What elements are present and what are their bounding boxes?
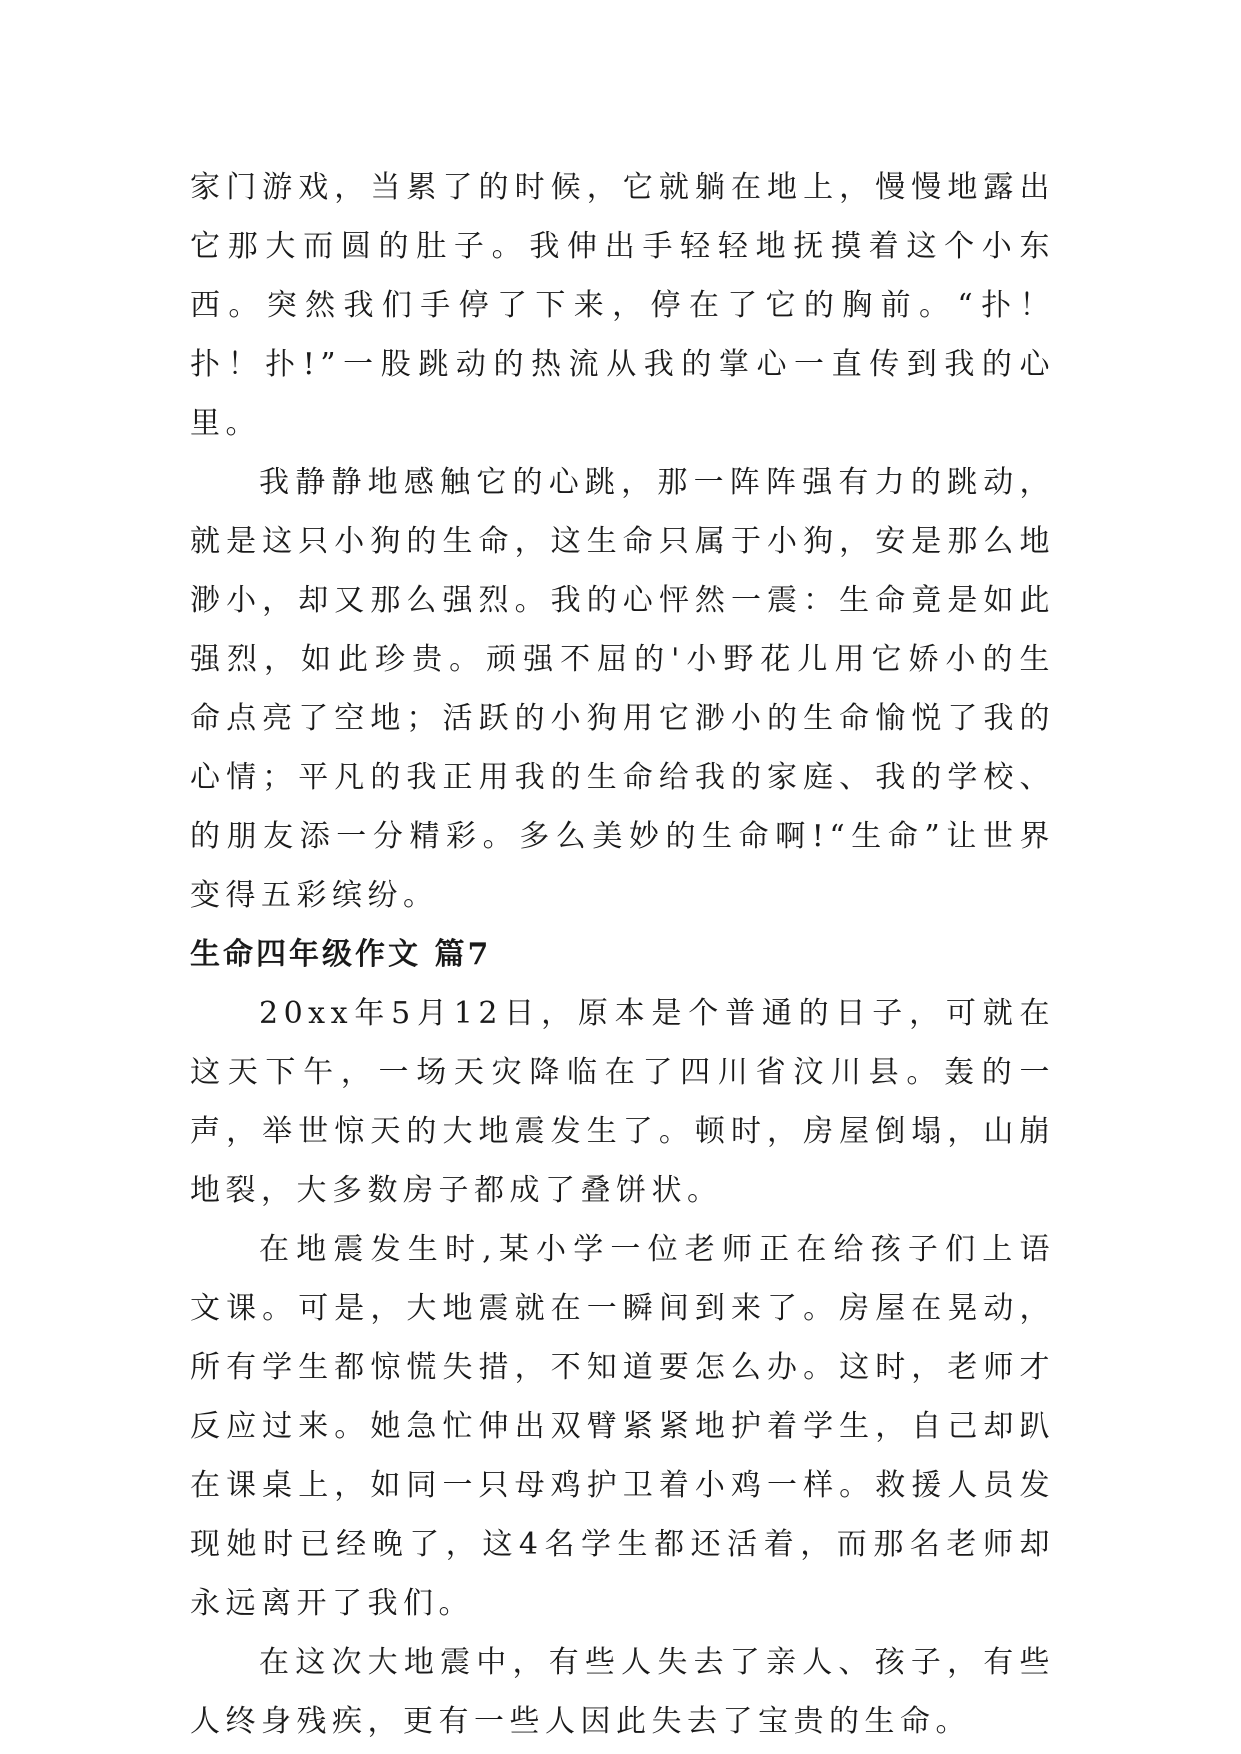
- paragraph-3: 20xx年5月12日，原本是个普通的日子，可就在这天下午，一场天灾降临在了四川省汶川县。轰的一声，举世惊天的大地震发生了。顿时，房屋倒塌，山崩地裂，大多数房子都成了叠饼状。: [190, 996, 1055, 1208]
- paragraph-2: 我静静地感触它的心跳，那一阵阵强有力的跳动，就是这只小狗的生命，这生命只属于小狗，安是那么地渺小，却又那么强烈。我的心怦然一震：生命竟是如此强烈，如此珍贵。顽强不屈的'小野花儿用它娇小的生命点亮了空地；活跃的小狗用它渺小的生命愉悦了我的心情；平凡的我正用我的生命给我的家庭、我的学校、的朋友添一分精彩。多么美妙的生命啊!“生命”让世界变得五彩缤纷。: [190, 465, 1055, 913]
- paragraph-1: 家门游戏，当累了的时候，它就躺在地上，慢慢地露出它那大而圆的肚子。我伸出手轻轻地抚摸着这个小东西。突然我们手停了下来，停在了它的胸前。“扑！扑！扑!”一股跳动的热流从我的掌心一直传到我的心里。: [190, 170, 1055, 441]
- section-heading: 生命四年级作文 篇7: [190, 937, 492, 972]
- document-body: [190, 158, 1055, 1751]
- paragraph-4: 在地震发生时,某小学一位老师正在给孩子们上语文课。可是，大地震就在一瞬间到来了。房屋在晃动，所有学生都惊慌失措，不知道要怎么办。这时，老师才反应过来。她急忙伸出双臂紧紧地护着学生，自己却趴在课桌上，如同一只母鸡护卫着小鸡一样。救援人员发现她时已经晚了，这4名学生都还活着，而那名老师却永远离开了我们。: [190, 1232, 1055, 1621]
- paragraph-5: 在这次大地震中，有些人失去了亲人、孩子，有些人终身残疾，更有一些人因此失去了宝贵的生命。: [190, 1645, 1055, 1739]
